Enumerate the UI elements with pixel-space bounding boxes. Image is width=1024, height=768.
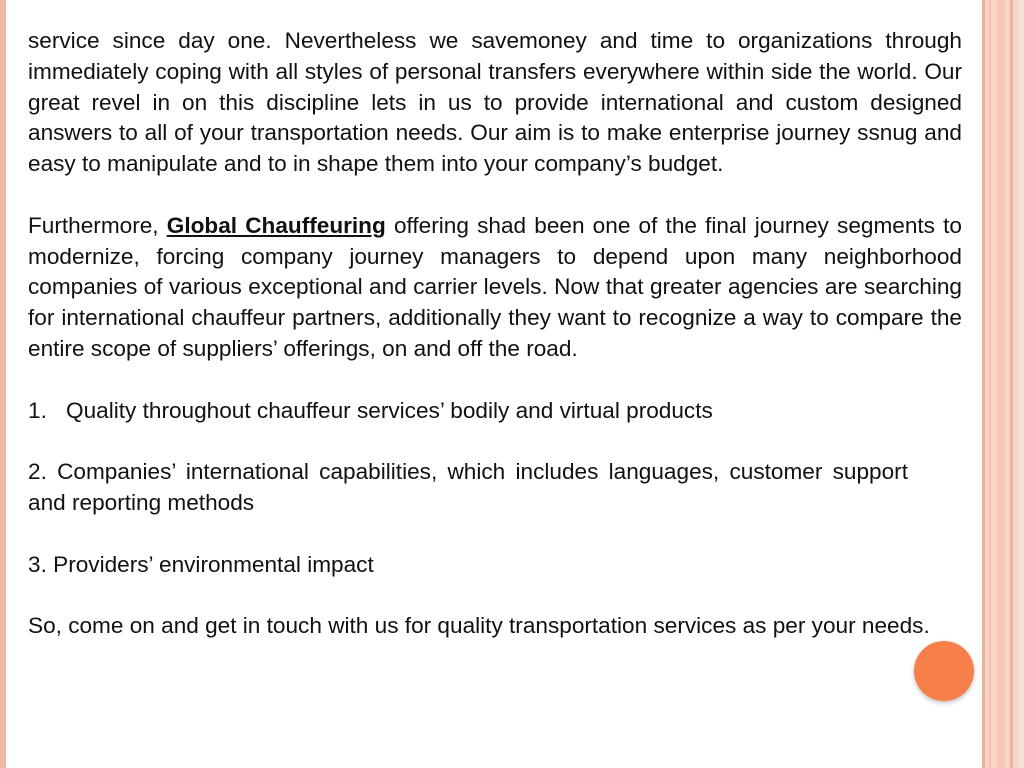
left-border-rule	[0, 0, 6, 768]
closing-paragraph: So, come on and get in touch with us for quality transportation services as per your needs.	[28, 613, 930, 639]
paragraph-spacer	[28, 426, 962, 457]
list-item-text: Quality throughout chauffeur services’ bodily and virtual products	[66, 397, 713, 423]
border-stripe	[997, 0, 1005, 768]
paragraph-spacer	[28, 180, 962, 211]
border-stripe	[1010, 0, 1013, 768]
list-item-1	[28, 396, 962, 427]
list-number: 1.	[28, 397, 47, 423]
paragraph-spacer	[28, 519, 962, 550]
border-stripe	[982, 0, 985, 768]
intro-paragraph: service since day one. Nevertheless we savemoney and time to organizations through immediately coping with all styles of personal transfers everywhere within side the world. Our great revel in on this discipline lets in us to provide international and custom designed answers to all of your transportation needs. Our aim is to make enterprise journey ssnug and easy to manipulate and to in shape them into your company’s budget.	[28, 28, 962, 177]
list-item-3: 3. Providers’ environmental impact	[28, 551, 374, 577]
right-decorative-border	[982, 0, 1024, 768]
orange-circle-button[interactable]	[914, 641, 974, 701]
border-stripe	[989, 0, 991, 768]
slide-body	[28, 26, 962, 642]
paragraph-spacer	[28, 365, 962, 396]
global-chauffeuring-link[interactable]: Global Chauffeuring	[166, 212, 386, 238]
border-stripe	[1018, 0, 1024, 768]
paragraph-lead-text: Furthermore,	[28, 212, 167, 238]
paragraph-body-text: offering shad been one of the final journey segments to modernize, forcing company journey managers to depend upon many neighborhood companies of various exceptional and carrier levels. Now that greater agencies are searching for international chauffeur partners, additionally they want to recognize a way to compare the entire scope of suppliers’ offerings, on and off the road.	[28, 212, 962, 361]
chauffeuring-paragraph	[28, 211, 962, 365]
paragraph-spacer	[28, 580, 962, 611]
list-item-2: 2. Companies’ international capabilities, which includes languages, customer support and reporting methods	[28, 459, 908, 515]
